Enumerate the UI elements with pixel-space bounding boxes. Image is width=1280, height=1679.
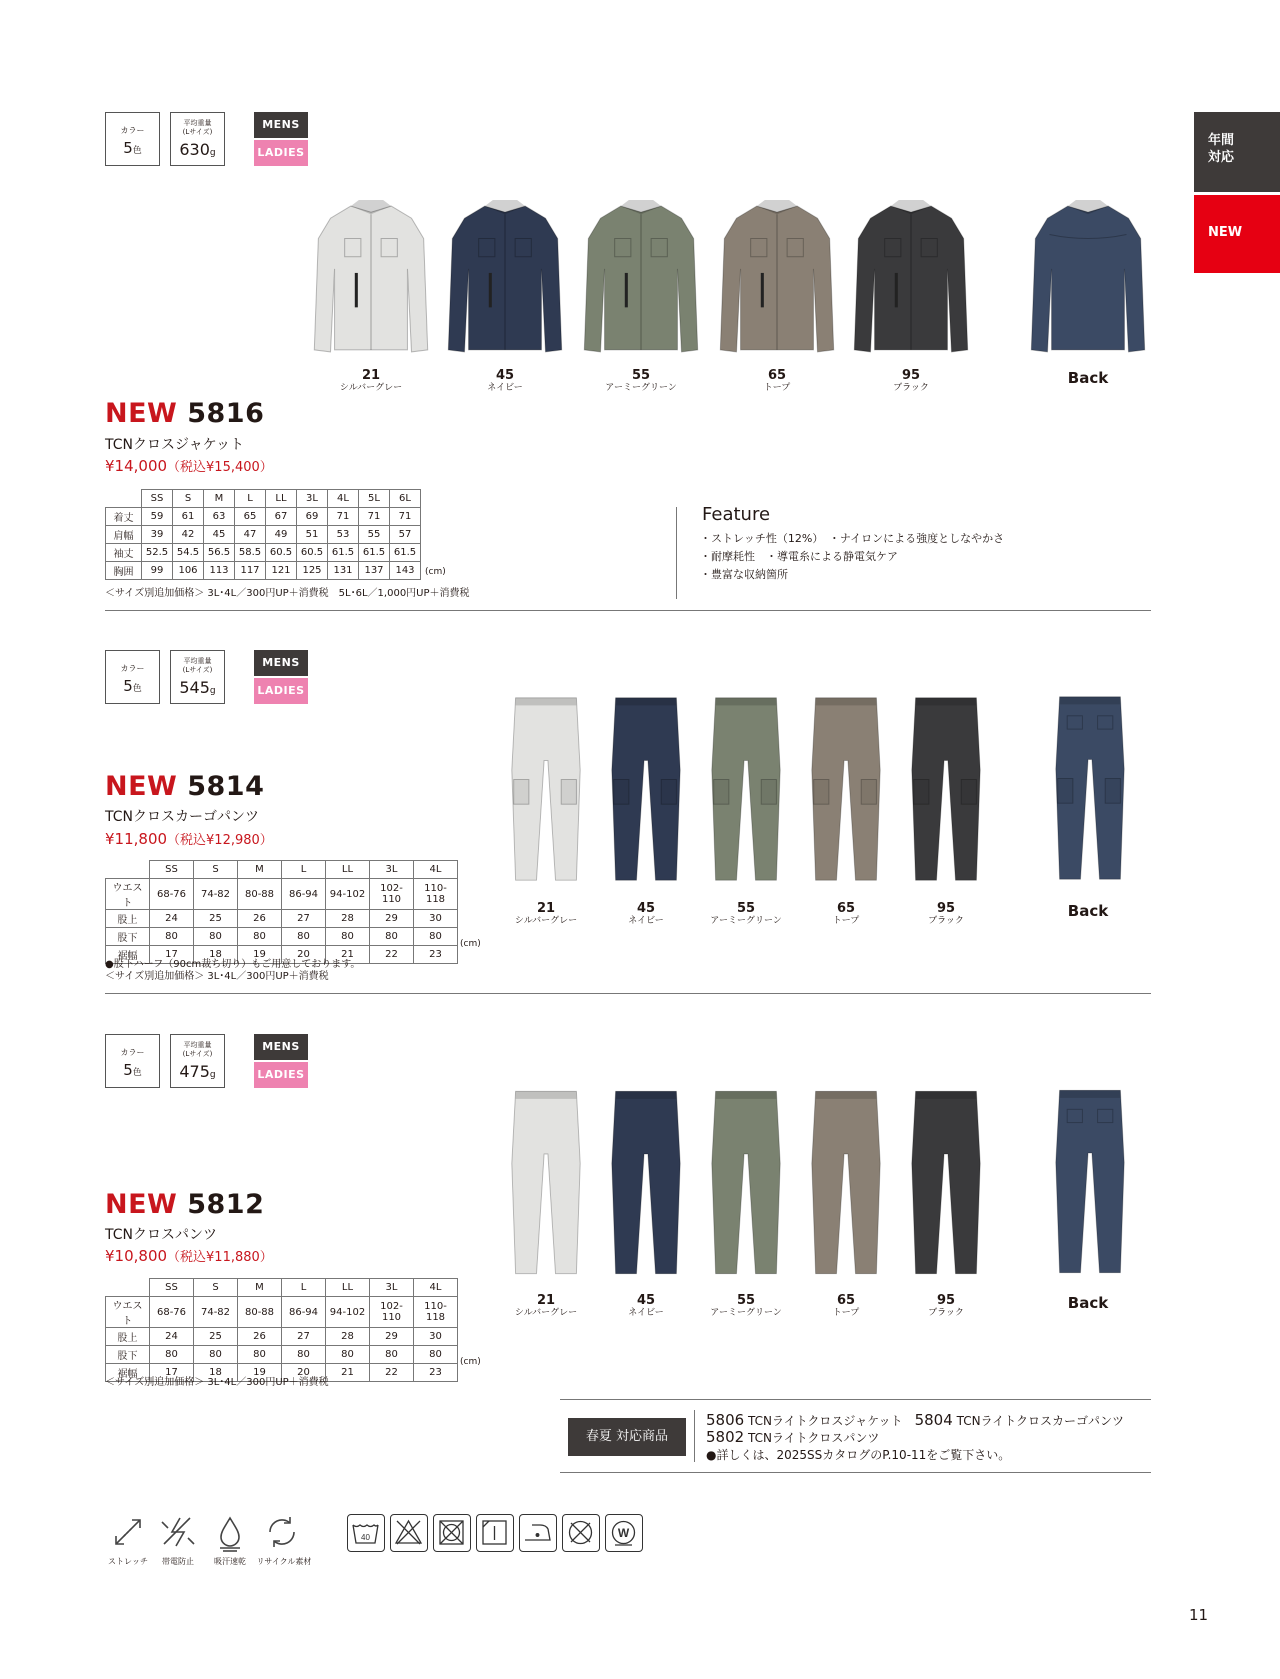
feature-divider <box>676 507 677 599</box>
ss-divider-vertical <box>694 1410 695 1462</box>
garment-back <box>1052 1078 1128 1289</box>
size-cell: 61.5 <box>359 544 390 562</box>
measure-label: 胸囲 <box>106 562 142 580</box>
size-header-cell: 4L <box>414 1279 458 1297</box>
size-table <box>105 860 458 964</box>
size-header-cell: LL <box>326 861 370 879</box>
ladies-badge: LADIES <box>254 678 308 704</box>
size-header-cell: SS <box>142 490 173 508</box>
size-cell: 19 <box>238 946 282 964</box>
size-cell: 26 <box>238 910 282 928</box>
size-cell: 23 <box>414 1364 458 1382</box>
size-cell: 61 <box>173 508 204 526</box>
weight-value: 545g <box>179 678 216 697</box>
size-cell: 60.5 <box>297 544 328 562</box>
garment-21 <box>308 198 434 364</box>
size-cell: 59 <box>142 508 173 526</box>
size-cell: 27 <box>282 1328 326 1346</box>
size-cell: 29 <box>370 1328 414 1346</box>
size-cell: 94-102 <box>326 879 370 910</box>
product-price: ¥10,800（税込¥11,880） <box>105 1247 273 1265</box>
size-header-cell: 5L <box>359 490 390 508</box>
wash-40-icon <box>347 1514 385 1552</box>
size-cell: 94-102 <box>326 1297 370 1328</box>
size-cell: 80 <box>414 1346 458 1364</box>
size-header-cell: 4L <box>328 490 359 508</box>
color-code: 95 <box>901 368 921 383</box>
size-row <box>106 508 421 526</box>
size-cell: 60.5 <box>266 544 297 562</box>
weight-value: 630g <box>179 140 216 159</box>
size-cell: 110-118 <box>414 879 458 910</box>
size-cell: 39 <box>142 526 173 544</box>
color-code: 65 <box>836 901 856 916</box>
weight-label: 平均重量 (Lサイズ) <box>182 1041 213 1058</box>
function-label: 帯電防止 <box>162 1557 194 1566</box>
function-label: リサイクル素材 <box>256 1557 312 1566</box>
size-cell: 68-76 <box>150 1297 194 1328</box>
size-cell: 102-110 <box>370 879 414 910</box>
size-cell: 102-110 <box>370 1297 414 1328</box>
color-count-value: 5色 <box>123 1061 142 1079</box>
product-price: ¥14,000（税込¥15,400） <box>105 457 273 475</box>
size-cell: 106 <box>173 562 204 580</box>
size-cell: 69 <box>297 508 328 526</box>
color-count-value: 5色 <box>123 139 142 157</box>
size-cell: 53 <box>328 526 359 544</box>
size-cell: 25 <box>194 910 238 928</box>
size-cell: 80 <box>326 928 370 946</box>
side-tab-new-label: NEW <box>1208 225 1243 240</box>
size-cell: 56.5 <box>204 544 235 562</box>
size-row <box>106 879 458 910</box>
size-price-note: ＜サイズ別追加価格＞ 3L･4L／300円UP＋消費税 <box>105 1377 329 1388</box>
back-label: Back <box>1067 902 1109 920</box>
size-cell: 71 <box>359 508 390 526</box>
product-price: ¥11,800（税込¥12,980） <box>105 830 273 848</box>
feature-line: ・豊富な収納箇所 <box>700 568 788 581</box>
size-cell: 117 <box>235 562 266 580</box>
color-name: アーミーグリーン <box>710 1308 782 1318</box>
size-header-cell: 3L <box>370 861 414 879</box>
color-count-label: カラー <box>120 126 145 135</box>
size-price-note: ＜サイズ別追加価格＞ 3L･4L／300円UP＋消費税 5L･6L／1,000円UP＋消費税 <box>105 588 470 599</box>
size-cell: 65 <box>235 508 266 526</box>
color-count-box <box>105 650 160 704</box>
no-tumble-dry-icon <box>433 1514 471 1552</box>
product-title: NEW 5814 <box>105 771 265 802</box>
size-header-cell: 6L <box>390 490 421 508</box>
side-tab-annual-label: 年間 対応 <box>1208 133 1235 165</box>
size-cell: 20 <box>282 1364 326 1382</box>
ss-products-line: 5806 TCNライトクロスジャケット 5804 TCNライトクロスカーゴパンツ <box>706 1411 1124 1429</box>
size-cell: 42 <box>173 526 204 544</box>
size-cell: 80 <box>414 928 458 946</box>
color-code: 21 <box>536 901 556 916</box>
back-label: Back <box>1067 1294 1109 1312</box>
size-header-cell: LL <box>266 490 297 508</box>
measure-label: 袖丈 <box>106 544 142 562</box>
ladies-badge: LADIES <box>254 140 308 166</box>
color-code: 65 <box>836 1293 856 1308</box>
size-cell: 68-76 <box>150 879 194 910</box>
size-cell: 30 <box>414 1328 458 1346</box>
weight-box <box>170 112 225 166</box>
size-cell: 80 <box>194 1346 238 1364</box>
size-table <box>105 489 421 580</box>
size-header-cell: 3L <box>370 1279 414 1297</box>
color-name: トープ <box>763 383 791 393</box>
size-cell: 52.5 <box>142 544 173 562</box>
size-header-cell: 4L <box>414 861 458 879</box>
size-cell: 63 <box>204 508 235 526</box>
color-count-label: カラー <box>120 1048 145 1057</box>
size-cell: 80 <box>282 1346 326 1364</box>
section-divider <box>105 610 1151 611</box>
size-price-note: ＜サイズ別追加価格＞ 3L･4L／300円UP＋消費税 <box>105 971 329 982</box>
weight-label: 平均重量 (Lサイズ) <box>182 119 213 136</box>
size-cell: 26 <box>238 1328 282 1346</box>
color-count-box <box>105 112 160 166</box>
measure-label: ウエスト <box>106 1297 150 1328</box>
size-header-row <box>106 490 421 508</box>
size-header-row <box>106 1279 458 1297</box>
weight-box <box>170 1034 225 1088</box>
wash-temp-text: 40 <box>361 1533 370 1542</box>
back-label: Back <box>1067 369 1109 387</box>
size-header-row <box>106 861 458 879</box>
color-name: トープ <box>832 916 860 926</box>
no-bleach-icon <box>390 1514 428 1552</box>
weight-value: 475g <box>179 1062 216 1081</box>
garment-55 <box>578 198 704 364</box>
size-header-cell: L <box>282 861 326 879</box>
color-code: 45 <box>495 368 515 383</box>
measure-label: 裾幅 <box>106 946 150 964</box>
garment-45 <box>608 1080 684 1289</box>
size-cell: 61.5 <box>390 544 421 562</box>
size-cell: 110-118 <box>414 1297 458 1328</box>
product-title: NEW 5812 <box>105 1189 265 1220</box>
color-name: ブラック <box>928 916 964 926</box>
wet-clean-icon <box>605 1514 643 1552</box>
color-code: 65 <box>767 368 787 383</box>
size-header-cell: SS <box>150 1279 194 1297</box>
color-name: ネイビー <box>487 383 523 393</box>
size-cell: 23 <box>414 946 458 964</box>
page-number: 11 <box>1189 1606 1209 1624</box>
size-header-cell: M <box>238 861 282 879</box>
size-cell: 80 <box>326 1346 370 1364</box>
feature-line: ・ストレッチ性（12%） ・ナイロンによる強度としなやかさ <box>700 532 1005 545</box>
garment-45 <box>608 686 684 896</box>
size-cell: 28 <box>326 1328 370 1346</box>
measure-label: 股上 <box>106 1328 150 1346</box>
size-cell: 29 <box>370 910 414 928</box>
recycle-icon <box>262 1514 302 1554</box>
color-code: 95 <box>936 901 956 916</box>
size-cell: 54.5 <box>173 544 204 562</box>
garment-65 <box>714 198 840 364</box>
sweat-dry-icon <box>210 1514 250 1556</box>
feature-line: ・耐摩耗性 ・導電糸による静電気ケア <box>700 550 898 563</box>
garment-95 <box>848 198 974 364</box>
size-cell: 45 <box>204 526 235 544</box>
side-tab-new <box>1194 195 1280 273</box>
size-cell: 20 <box>282 946 326 964</box>
measure-label: 股下 <box>106 928 150 946</box>
size-cell: 71 <box>328 508 359 526</box>
color-code: 55 <box>736 901 756 916</box>
size-cell: 21 <box>326 946 370 964</box>
size-row <box>106 562 421 580</box>
product-name: TCNクロスジャケット <box>105 437 244 453</box>
measure-label: 股下 <box>106 1346 150 1364</box>
size-header-cell: L <box>235 490 266 508</box>
ladies-badge: LADIES <box>254 1062 308 1088</box>
size-cell: 80-88 <box>238 1297 282 1328</box>
product-title: NEW 5816 <box>105 398 265 429</box>
garment-21 <box>508 1080 584 1289</box>
size-cell: 125 <box>297 562 328 580</box>
color-name: ネイビー <box>628 1308 664 1318</box>
garment-95 <box>908 686 984 896</box>
size-cell: 80-88 <box>238 879 282 910</box>
no-dry-clean-icon <box>562 1514 600 1552</box>
mens-badge: MENS <box>254 1034 308 1060</box>
section-divider <box>105 993 1151 994</box>
size-cell: 25 <box>194 1328 238 1346</box>
color-name: ブラック <box>928 1308 964 1318</box>
measure-label: 着丈 <box>106 508 142 526</box>
mens-badge: MENS <box>254 650 308 676</box>
size-header-cell: 3L <box>297 490 328 508</box>
ss-tag: 春夏 対応商品 <box>568 1418 686 1456</box>
size-header-cell: SS <box>150 861 194 879</box>
ss-products-line: 5802 TCNライトクロスパンツ <box>706 1428 880 1446</box>
size-header-cell <box>106 1279 150 1297</box>
color-code: 55 <box>631 368 651 383</box>
size-table <box>105 1278 458 1382</box>
wet-clean-text: W <box>617 1526 630 1540</box>
size-cell: 17 <box>150 1364 194 1382</box>
size-cell: 47 <box>235 526 266 544</box>
size-header-cell: S <box>194 1279 238 1297</box>
garment-back <box>1052 684 1128 896</box>
garment-55 <box>708 686 784 896</box>
size-cell: 18 <box>194 1364 238 1382</box>
garment-21 <box>508 686 584 896</box>
feature-title: Feature <box>702 504 771 525</box>
ss-catalog-note: ●詳しくは、2025SSカタログのP.10-11をご覧下さい。 <box>706 1448 1011 1462</box>
color-code: 21 <box>536 1293 556 1308</box>
size-cell: 22 <box>370 1364 414 1382</box>
size-cell: 24 <box>150 1328 194 1346</box>
size-cell: 74-82 <box>194 879 238 910</box>
garment-65 <box>808 686 884 896</box>
color-code: 55 <box>736 1293 756 1308</box>
color-name: シルバーグレー <box>514 916 578 926</box>
size-cell: 51 <box>297 526 328 544</box>
size-row <box>106 1328 458 1346</box>
size-cell: 86-94 <box>282 879 326 910</box>
size-row <box>106 1346 458 1364</box>
size-cell: 80 <box>238 928 282 946</box>
color-count-box <box>105 1034 160 1088</box>
color-name: ブラック <box>893 383 929 393</box>
color-name: ネイビー <box>628 916 664 926</box>
weight-label: 平均重量 (Lサイズ) <box>182 657 213 674</box>
color-name: シルバーグレー <box>514 1308 578 1318</box>
size-cell: 80 <box>282 928 326 946</box>
size-cell: 121 <box>266 562 297 580</box>
size-cell: 80 <box>194 928 238 946</box>
size-cell: 80 <box>150 1346 194 1364</box>
size-header-cell: M <box>204 490 235 508</box>
stretch-icon <box>106 1514 150 1554</box>
garment-55 <box>708 1080 784 1289</box>
color-name: トープ <box>832 1308 860 1318</box>
unit-cm: (cm) <box>425 567 446 577</box>
size-cell: 30 <box>414 910 458 928</box>
color-count-value: 5色 <box>123 677 142 695</box>
function-label: ストレッチ <box>108 1557 148 1566</box>
size-cell: 49 <box>266 526 297 544</box>
size-cell: 61.5 <box>328 544 359 562</box>
measure-label: 裾幅 <box>106 1364 150 1382</box>
size-cell: 67 <box>266 508 297 526</box>
product-name: TCNクロスカーゴパンツ <box>105 809 259 825</box>
size-cell: 80 <box>370 928 414 946</box>
function-label: 吸汗速乾 <box>214 1557 246 1566</box>
size-cell: 74-82 <box>194 1297 238 1328</box>
size-row <box>106 928 458 946</box>
size-cell: 21 <box>326 1364 370 1382</box>
weight-box <box>170 650 225 704</box>
size-cell: 19 <box>238 1364 282 1382</box>
unit-cm: (cm) <box>460 1357 481 1367</box>
color-count-label: カラー <box>120 664 145 673</box>
measure-label: 股上 <box>106 910 150 928</box>
measure-label: ウエスト <box>106 879 150 910</box>
garment-95 <box>908 1080 984 1289</box>
ss-divider-top <box>560 1399 1151 1400</box>
garment-45 <box>442 198 568 364</box>
measure-label: 肩幅 <box>106 526 142 544</box>
size-header-cell: LL <box>326 1279 370 1297</box>
size-header-cell: S <box>194 861 238 879</box>
size-note: ●股下ハーフ（90cm裁ち切り）もご用意しております。 <box>105 959 361 970</box>
size-cell: 137 <box>359 562 390 580</box>
size-header-cell: M <box>238 1279 282 1297</box>
size-cell: 27 <box>282 910 326 928</box>
color-code: 21 <box>361 368 381 383</box>
size-header-cell: L <box>282 1279 326 1297</box>
unit-cm: (cm) <box>460 939 481 949</box>
size-header-cell: S <box>173 490 204 508</box>
size-cell: 18 <box>194 946 238 964</box>
color-code: 95 <box>936 1293 956 1308</box>
color-code: 45 <box>636 901 656 916</box>
size-row <box>106 1297 458 1328</box>
size-cell: 80 <box>150 928 194 946</box>
size-cell: 143 <box>390 562 421 580</box>
size-cell: 58.5 <box>235 544 266 562</box>
size-cell: 80 <box>370 1346 414 1364</box>
color-name: アーミーグリーン <box>710 916 782 926</box>
garment-65 <box>808 1080 884 1289</box>
size-row <box>106 544 421 562</box>
color-name: アーミーグリーン <box>605 383 677 393</box>
size-cell: 80 <box>238 1346 282 1364</box>
size-row <box>106 910 458 928</box>
ss-divider-bottom <box>560 1472 1151 1473</box>
product-name: TCNクロスパンツ <box>105 1227 217 1243</box>
line-dry-icon <box>476 1514 514 1552</box>
size-cell: 57 <box>390 526 421 544</box>
garment-back <box>1023 198 1153 364</box>
size-cell: 71 <box>390 508 421 526</box>
size-cell: 113 <box>204 562 235 580</box>
size-cell: 22 <box>370 946 414 964</box>
color-code: 45 <box>636 1293 656 1308</box>
size-cell: 55 <box>359 526 390 544</box>
size-cell: 86-94 <box>282 1297 326 1328</box>
mens-badge: MENS <box>254 112 308 138</box>
antistatic-icon <box>156 1514 200 1554</box>
color-name: シルバーグレー <box>339 383 403 393</box>
size-cell: 131 <box>328 562 359 580</box>
size-cell: 28 <box>326 910 370 928</box>
size-header-cell <box>106 861 150 879</box>
size-cell: 17 <box>150 946 194 964</box>
side-tab-annual <box>1194 112 1280 192</box>
size-cell: 24 <box>150 910 194 928</box>
iron-low-icon <box>519 1514 557 1552</box>
size-header-cell <box>106 490 142 508</box>
size-row <box>106 526 421 544</box>
size-cell: 99 <box>142 562 173 580</box>
